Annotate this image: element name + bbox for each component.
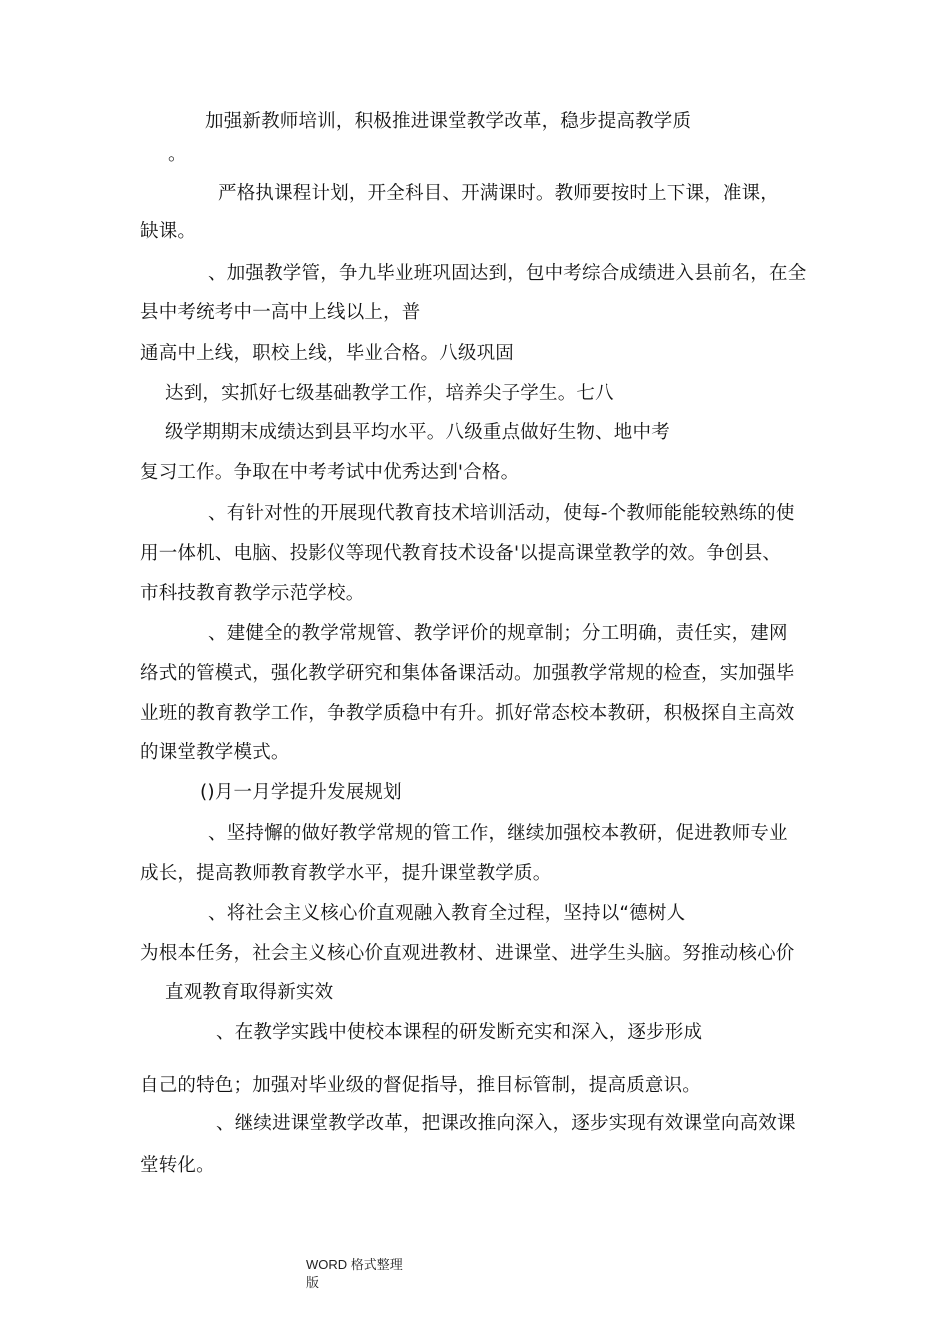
- text-line-27: 堂转化。: [140, 1155, 215, 1176]
- text-line-11: 、有针对性的开展现代教育技术培训活动，使每-个教师能能较熟练的使: [208, 503, 795, 524]
- text-line-12: 用一体机、电脑、投影仪等现代教育技术设备'以提高课堂教学的效。争创县、: [140, 543, 782, 564]
- footer-label: [306, 1256, 403, 1292]
- text-line-26: 、继续进课堂教学改革，把课改推向深入，逐步实现有效课堂向高效课: [216, 1113, 796, 1134]
- text-line-18: ()月一月学提升发展规划: [200, 782, 402, 803]
- text-line-15: 络式的管模式，强化教学研究和集体备课活动。加强教学常规的检查，实加强毕: [140, 663, 795, 684]
- text-line-10: 复习工作。争取在中考考试中优秀达到'合格。: [140, 462, 520, 483]
- text-line-21: 、将社会主义核心价直观融入教育全过程，坚持以“德树人: [208, 903, 686, 924]
- text-line-6: 县中考统考中一高中上线以上，普: [140, 302, 421, 323]
- text-line-2: 。: [168, 144, 187, 165]
- text-line-14: 、建健全的教学常规管、教学评价的规章制；分工明确，责任实，建网: [208, 623, 788, 644]
- footer-line-2: 版: [306, 1275, 320, 1290]
- text-line-22: 为根本任务，社会主义核心价直观进教材、进课堂、进学生头脑。努推动核心价: [140, 943, 795, 964]
- text-line-4: 缺课。: [140, 221, 197, 242]
- text-line-25: 自己的特色；加强对毕业级的督促指导，推目标管制，提高质意识。: [140, 1075, 702, 1096]
- text-line-17: 的课堂教学模式。: [140, 742, 290, 763]
- text-line-9: 级学期期末成绩达到县平均水平。八级重点做好生物、地中考: [165, 422, 670, 443]
- text-line-23: 直观教育取得新实效: [165, 982, 334, 1003]
- text-line-7: 通高中上线，职校上线，毕业合格。八级巩固: [140, 343, 515, 364]
- text-line-16: 业班的教育教学工作，争教学质稳中有升。抓好常态校本教研，积极探自主高效: [140, 703, 795, 724]
- footer-line-1: WORD 格式整理: [306, 1257, 403, 1272]
- text-line-1: 加强新教师培训，积极推进课堂教学改革，稳步提高教学质: [205, 111, 692, 132]
- text-line-5: 、加强教学管，争九毕业班巩固达到，包中考综合成绩进入县前名，在全: [208, 263, 807, 284]
- text-line-13: 市科技教育教学示范学校。: [140, 583, 365, 604]
- text-line-8: 达到，实抓好七级基础教学工作，培养尖子学生。七八: [165, 383, 614, 404]
- text-line-24: 、在教学实践中使校本课程的研发断充实和深入，逐步形成: [216, 1022, 703, 1043]
- text-line-3: 严格执课程计划，开全科目、开满课时。教师要按时上下课，准课，: [218, 183, 780, 204]
- text-line-20: 成长，提高教师教育教学水平，提升课堂教学质。: [140, 863, 552, 884]
- text-line-19: 、坚持懈的做好教学常规的管工作，继续加强校本教研，促进教师专业: [208, 823, 788, 844]
